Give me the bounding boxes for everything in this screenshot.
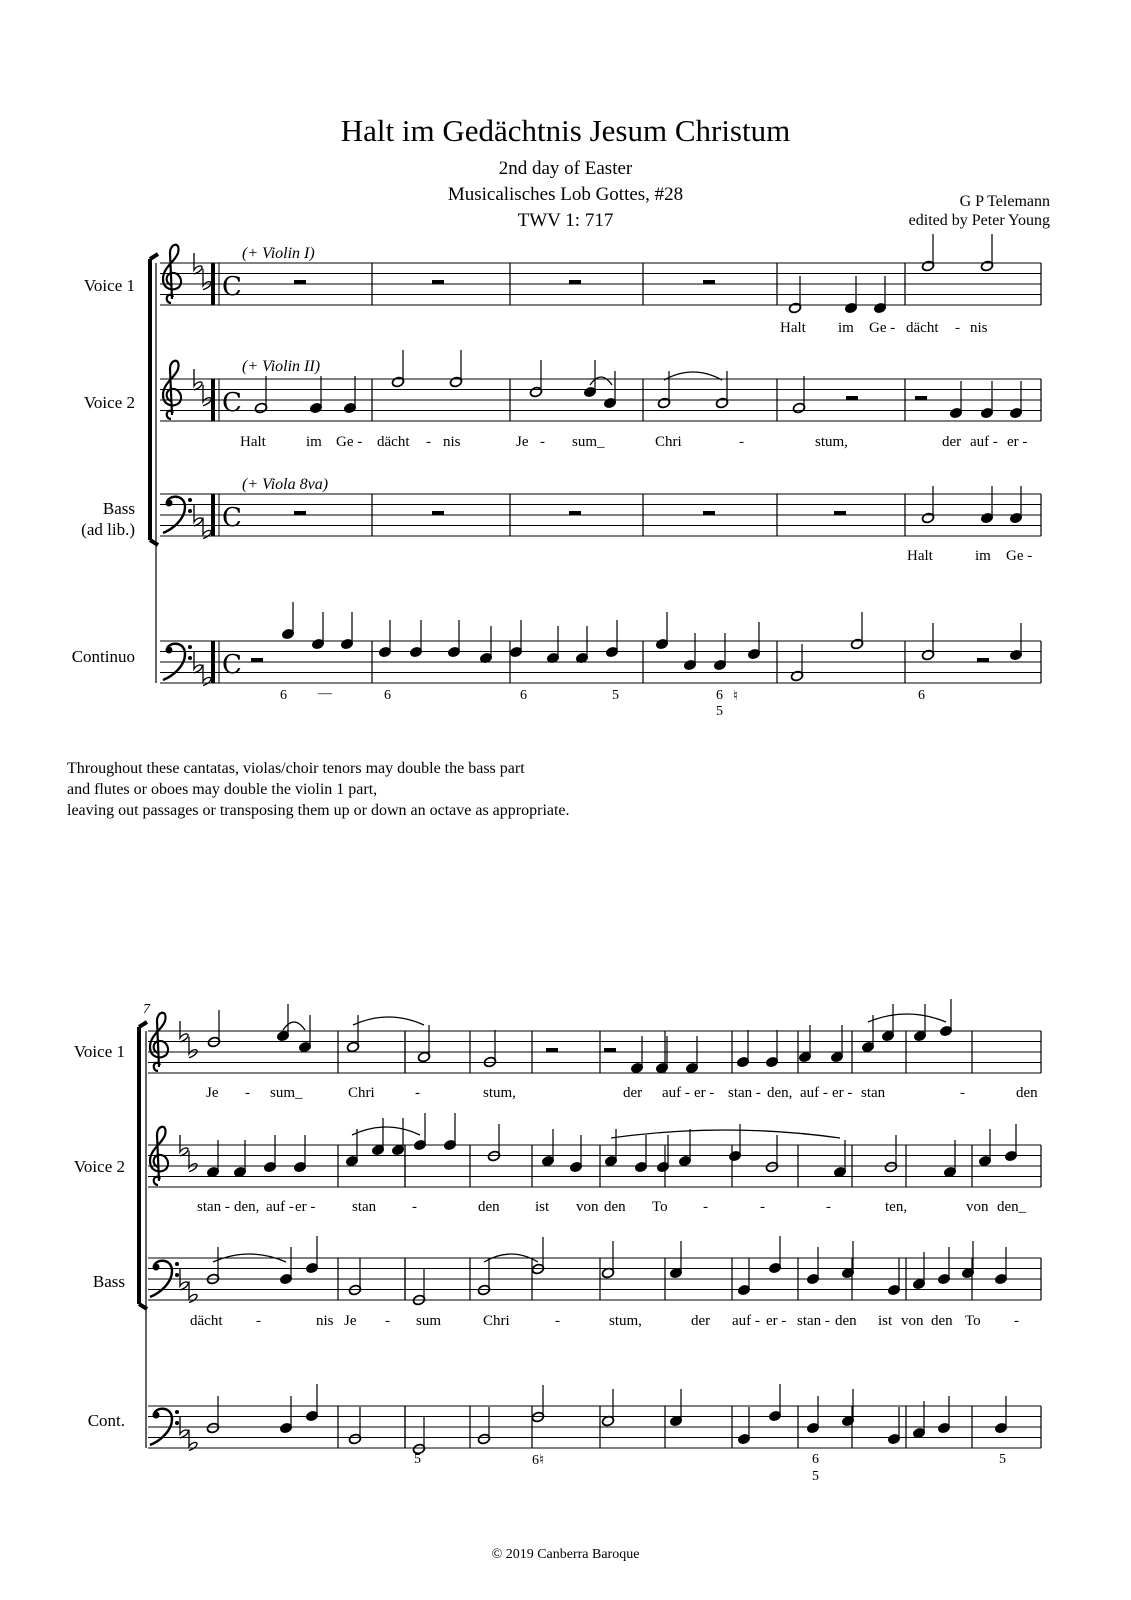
lyric-syllable: den_	[997, 1199, 1027, 1215]
lyric-syllable: im	[838, 320, 854, 336]
figure: 5	[414, 1452, 421, 1467]
lyric-syllable: sum_	[572, 434, 605, 450]
lyric-syllable: -	[245, 1085, 250, 1101]
rest	[251, 658, 263, 662]
figure: 6	[812, 1452, 819, 1467]
lyric-syllable: auf -	[266, 1199, 294, 1215]
lyric-syllable: -	[426, 434, 431, 450]
part-name-continuo: Continuo	[71, 647, 135, 666]
composer: G P Telemann	[959, 193, 1050, 210]
lyric-syllable: -	[760, 1199, 765, 1215]
figure: 5	[812, 1469, 819, 1484]
lyric-syllable: ist	[535, 1199, 550, 1215]
figure: 5	[716, 704, 723, 719]
lyric-syllable: er -	[295, 1199, 316, 1215]
slur	[352, 1127, 420, 1135]
lyric-syllable: stan -	[728, 1085, 761, 1101]
lyric-syllable: ist	[878, 1313, 893, 1329]
figure: 6	[520, 688, 527, 703]
lyric-syllable: -	[412, 1199, 417, 1215]
rest	[915, 396, 927, 400]
lyric-syllable: von	[966, 1199, 989, 1215]
note-line: and flutes or oboes may double the violin 1 part,	[67, 781, 378, 798]
whole-rest	[569, 511, 581, 515]
lyric-syllable: er -	[694, 1085, 715, 1101]
part-name-bass: Bass	[92, 1272, 125, 1291]
part-name-voice1: Voice 1	[83, 276, 135, 295]
lyric-syllable: To	[652, 1199, 668, 1215]
lyric-syllable: Je	[206, 1085, 219, 1101]
lyric-syllable: Chri	[655, 434, 682, 450]
lyric-syllable: -	[385, 1313, 390, 1329]
collection: Musicalisches Lob Gottes, #28	[447, 184, 684, 205]
copyright: © 2019 Canberra Baroque	[491, 1547, 640, 1562]
lyric-syllable: -	[555, 1313, 560, 1329]
rest	[846, 396, 858, 400]
lyric-syllable: To	[965, 1313, 981, 1329]
part-name-voice1: Voice 1	[73, 1042, 125, 1061]
lyric-syllable: -	[256, 1313, 261, 1329]
lyric-syllable: der	[623, 1085, 643, 1101]
lyric-syllable: stan -	[797, 1313, 830, 1329]
key-flat	[203, 665, 211, 686]
whole-rest	[569, 280, 581, 284]
whole-rest	[294, 511, 306, 515]
doubling-violin1: (+ Violin I)	[242, 245, 315, 262]
whole-rest	[703, 511, 715, 515]
editor: edited by Peter Young	[908, 212, 1050, 229]
lyric-syllable: im	[306, 434, 322, 450]
lyric-syllable: -	[540, 434, 545, 450]
lyric-syllable: -	[955, 320, 960, 336]
lyric-syllable: -	[415, 1085, 420, 1101]
key-flat	[203, 269, 211, 290]
lyric-syllable: auf -	[732, 1313, 760, 1329]
figure: 6	[384, 688, 391, 703]
part-name-voice2: Voice 2	[83, 393, 135, 412]
measure-number: 7	[143, 1002, 150, 1017]
lyric-syllable: den,	[234, 1199, 260, 1215]
lyric-syllable: der	[691, 1313, 711, 1329]
figure: 5	[999, 1452, 1006, 1467]
lyric-syllable: -	[1014, 1313, 1019, 1329]
doubling-violin2: (+ Violin II)	[242, 358, 321, 375]
lyric-syllable: Ge -	[869, 320, 896, 336]
lyric-syllable: er -	[766, 1313, 787, 1329]
note-line: leaving out passages or transposing them up or down an octave as appropriate.	[67, 802, 570, 819]
figure: 6	[716, 688, 723, 703]
lyric-syllable: von	[576, 1199, 599, 1215]
lyric-syllable: Je	[516, 434, 529, 450]
figure: ♮	[733, 689, 739, 704]
key-flat	[203, 518, 211, 539]
lyric-syllable: -	[960, 1085, 965, 1101]
lyric-syllable: auf -	[662, 1085, 690, 1101]
slur	[283, 1022, 305, 1030]
whole-rest	[294, 280, 306, 284]
common-time-signature: C	[222, 388, 242, 418]
lyric-syllable: stum,	[483, 1085, 516, 1101]
lyric-syllable: auf -	[800, 1085, 828, 1101]
lyric-syllable: nis	[443, 434, 461, 450]
part-name-continuo: Cont.	[87, 1411, 125, 1430]
part-name-bass: Bass (ad lib.)	[81, 499, 135, 539]
lyric-syllable: den	[835, 1313, 857, 1329]
lyric-syllable: stan	[861, 1085, 886, 1101]
whole-rest	[703, 280, 715, 284]
rest	[977, 658, 989, 662]
common-time-signature: C	[222, 650, 242, 680]
lyric-syllable: stan -	[197, 1199, 230, 1215]
lyric-syllable: den	[931, 1313, 953, 1329]
figure: 6♮	[532, 1453, 545, 1468]
key-flat	[189, 1430, 197, 1451]
whole-rest	[432, 280, 444, 284]
slur	[868, 1014, 946, 1022]
lyric-syllable: Chri	[348, 1085, 375, 1101]
lyric-syllable: Ge -	[1006, 548, 1033, 564]
lyric-syllable: dächt	[190, 1313, 223, 1329]
lyric-syllable: den	[478, 1199, 500, 1215]
slur	[590, 377, 612, 385]
lyric-syllable: dächt	[906, 320, 939, 336]
lyric-syllable: er -	[1007, 434, 1028, 450]
lyric-syllable: Halt	[780, 320, 806, 336]
catalogue-number: TWV 1: 717	[517, 210, 614, 231]
lyric-syllable: stum,	[815, 434, 848, 450]
common-time-signature: C	[222, 272, 242, 302]
lyric-syllable: den,	[767, 1085, 793, 1101]
lyric-syllable: -	[739, 434, 744, 450]
lyric-syllable: von	[901, 1313, 924, 1329]
lyric-syllable: Je	[344, 1313, 357, 1329]
lyric-syllable: den	[1016, 1085, 1038, 1101]
figure: 6	[918, 688, 925, 703]
lyric-syllable: sum_	[270, 1085, 303, 1101]
slur	[353, 1017, 424, 1025]
lyric-syllable: stum,	[609, 1313, 642, 1329]
lyric-syllable: den	[604, 1199, 626, 1215]
key-flat	[189, 1151, 197, 1172]
lyric-syllable: der	[942, 434, 962, 450]
figure: —	[318, 686, 332, 701]
key-flat	[203, 385, 211, 406]
common-time-signature: C	[222, 503, 242, 533]
lyric-syllable: er -	[832, 1085, 853, 1101]
key-flat	[189, 1037, 197, 1058]
slur	[611, 1130, 840, 1138]
note-line: Throughout these cantatas, violas/choir tenors may double the bass part	[67, 760, 525, 777]
lyric-syllable: nis	[970, 320, 988, 336]
whole-rest	[432, 511, 444, 515]
lyric-syllable: Halt	[907, 548, 933, 564]
lyric-syllable: dächt	[377, 434, 410, 450]
lyric-syllable: -	[826, 1199, 831, 1215]
whole-rest	[834, 511, 846, 515]
doubling-viola: (+ Viola 8va)	[242, 476, 329, 493]
lyric-syllable: -	[703, 1199, 708, 1215]
lyric-syllable: Chri	[483, 1313, 510, 1329]
figure: 5	[612, 688, 619, 703]
lyric-syllable: Ge -	[336, 434, 363, 450]
lyric-syllable: auf -	[970, 434, 998, 450]
rest	[604, 1048, 616, 1052]
system-bracket	[150, 254, 158, 545]
lyric-syllable: nis	[316, 1313, 334, 1329]
lyric-syllable: ten,	[885, 1199, 908, 1215]
lyric-syllable: Halt	[240, 434, 266, 450]
lyric-syllable: stan	[352, 1199, 377, 1215]
occasion: 2nd day of Easter	[498, 158, 633, 179]
piece-title: Halt im Gedächtnis Jesum Christum	[340, 113, 791, 148]
key-flat	[189, 1282, 197, 1303]
part-name-voice2: Voice 2	[73, 1157, 125, 1176]
rest	[546, 1048, 558, 1052]
lyric-syllable: im	[975, 548, 991, 564]
figure: 6	[280, 688, 287, 703]
lyric-syllable: sum	[416, 1313, 442, 1329]
